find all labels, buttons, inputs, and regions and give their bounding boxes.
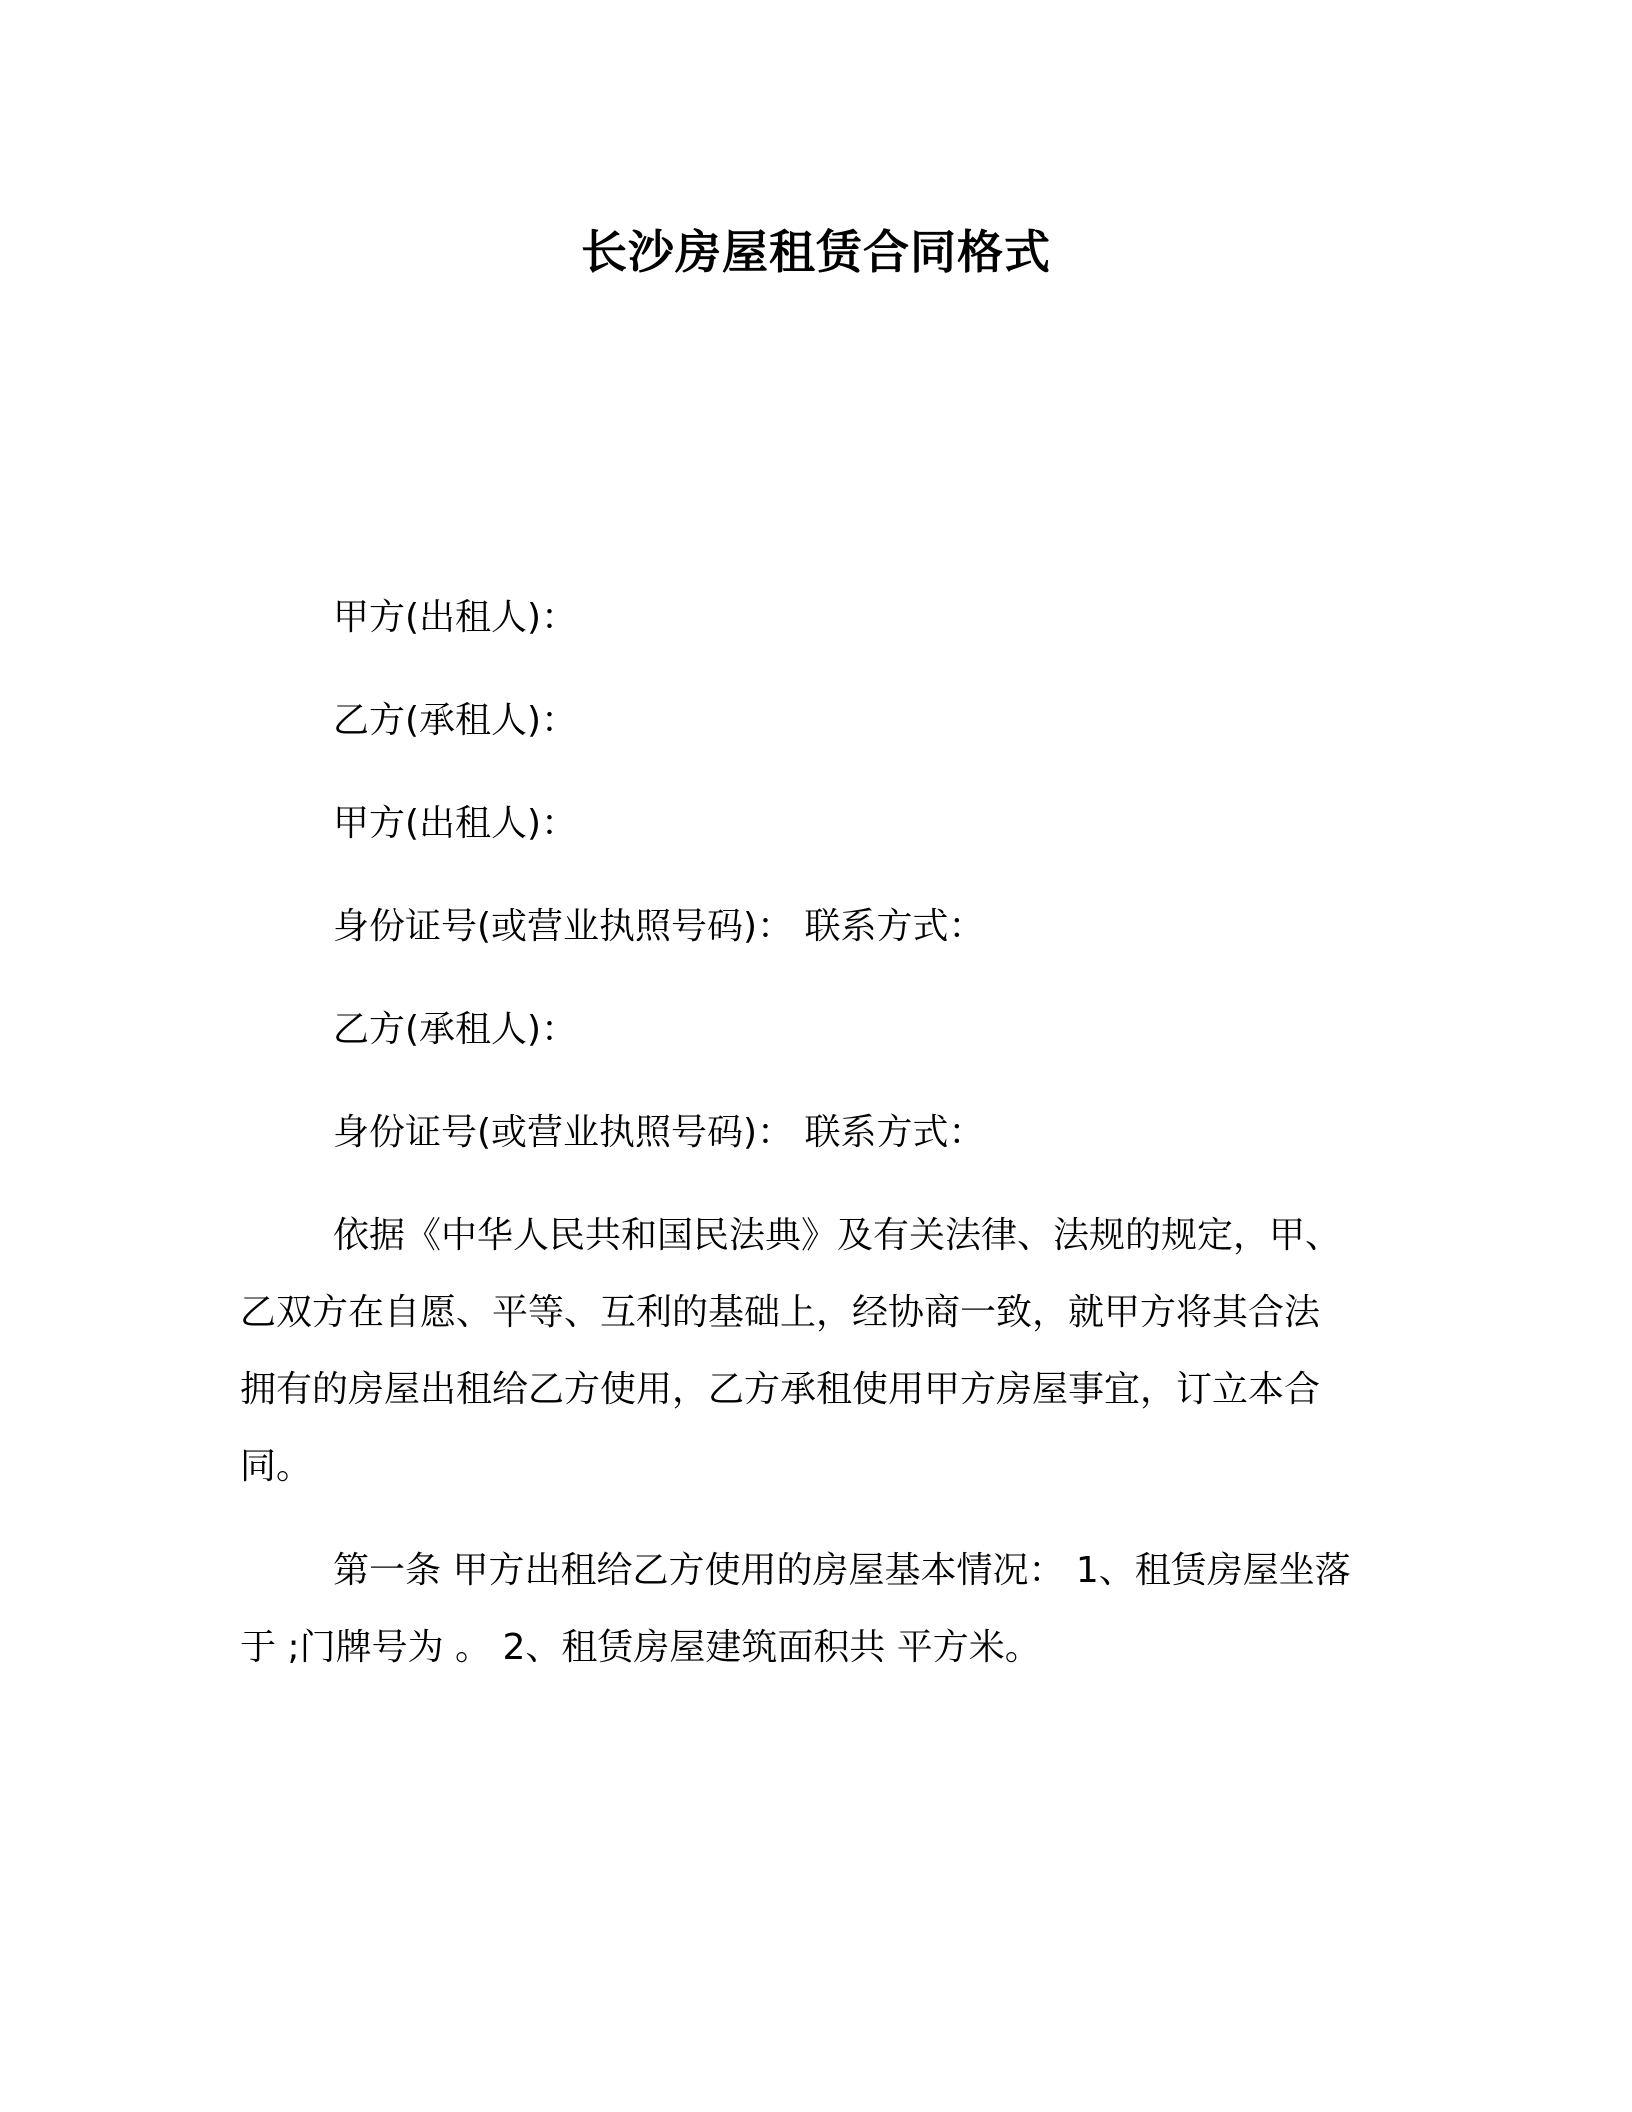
party-a-lessor-line: 甲方(出租人)：	[333, 597, 578, 638]
preamble-line: 同。	[240, 1446, 313, 1487]
preamble-paragraph	[240, 1197, 1380, 1505]
preamble-line: 拥有的房屋出租给乙方使用，乙方承租使用甲方房屋事宜，订立本合	[240, 1369, 1321, 1410]
article-1-line: 于 ;门牌号为 。 2、租赁房屋建筑面积共 平方米。	[240, 1627, 1041, 1668]
party-b-lessee-detail-line: 乙方(承租人)：	[333, 1009, 578, 1050]
party-b-lessee-line: 乙方(承租人)：	[333, 700, 578, 741]
preamble-line: 依据《中华人民共和国民法典》及有关法律、法规的规定，甲、	[333, 1215, 1342, 1256]
party-a-id-contact-line: 身份证号(或营业执照号码)： 联系方式：	[333, 906, 985, 947]
party-b-id-contact-line: 身份证号(或营业执照号码)： 联系方式：	[333, 1112, 985, 1153]
document-title: 长沙房屋租赁合同格式	[581, 225, 1051, 279]
article-1-paragraph	[240, 1532, 1380, 1686]
article-1-line: 第一条 甲方出租给乙方使用的房屋基本情况： 1、租赁房屋坐落	[333, 1550, 1351, 1591]
preamble-line: 乙双方在自愿、平等、互利的基础上，经协商一致，就甲方将其合法	[240, 1292, 1321, 1333]
party-a-lessor-detail-line: 甲方(出租人)：	[333, 803, 578, 844]
